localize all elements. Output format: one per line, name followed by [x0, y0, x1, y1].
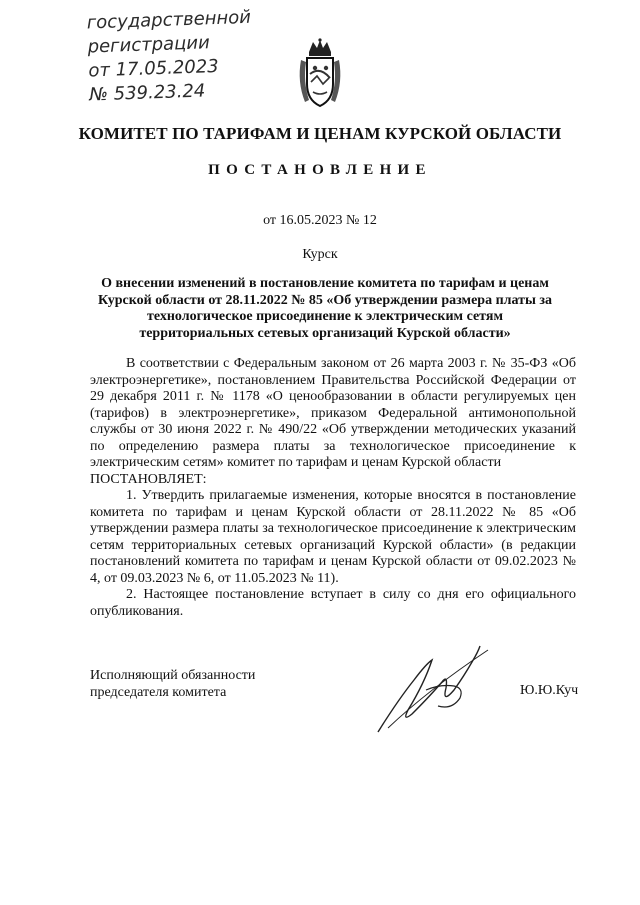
handwritten-signature-icon [368, 640, 508, 740]
document-subject: О внесении изменений в постановление комитета по тарифам и ценам Курской области от 28.11.2022 № 85 «Об утверждении размера платы за технологическое присоединение к электрическим сетям территориальных сетевых организаций Курской области» [97, 276, 553, 341]
registration-line-3: от 17.05.2023 [88, 55, 220, 82]
document-type: ПОСТАНОВЛЕНИЕ [208, 162, 432, 178]
committee-name: КОМИТЕТ ПО ТАРИФАМ И ЦЕНАМ КУРСКОЙ ОБЛАСТИ [78, 124, 562, 143]
registration-handwritten-note [86, 5, 289, 108]
resolves-line: ПОСТАНОВЛЯЕТ: [90, 471, 207, 487]
registration-line-2: регистрации [87, 32, 211, 58]
coat-of-arms-icon [295, 38, 345, 110]
registration-line-1: государственной [86, 6, 252, 34]
signatory-role-line-2: председателя комитета [90, 685, 227, 700]
item-1-paragraph: 1. Утвердить прилагаемые изменения, которые вносятся в постановление комитета по тарифам и ценам Курской области от 28.11.2022 № 85 «Об утверждении размера платы за технологическое присоединение к электрическим сетям территориальных сетевых организаций Курской области» (в редакции постановлений комитета по тарифам и ценам Курской области от 09.02.2023 № 4, от 09.03.2023 № 6, от 11.05.2023 № 11). [90, 488, 576, 586]
document-date-number: от 16.05.2023 № 12 [263, 213, 377, 228]
document-body [90, 356, 576, 620]
item-2-paragraph: 2. Настоящее постановление вступает в силу со дня его официального опубликования. [90, 587, 576, 619]
signatory-role [90, 667, 255, 701]
signatory-name: Ю.Ю.Куч [520, 683, 579, 698]
signatory-role-line-1: Исполняющий обязанности [90, 668, 256, 683]
preamble-paragraph: В соответствии с Федеральным законом от 26 марта 2003 г. № 35-ФЗ «Об электроэнергетике», постановлением Правительства Российской Федерации от 29 декабря 2011 г. № 1178 «О ценообразовании в области регулируемых цен (тарифов) в электроэнергетике», приказом Федеральной антимонопольной службы от 30 июня 2022 г. № 490/22 «Об утверждении методических указаний по определению размера платы за технологическое присоединение к электрическим сетям» комитет по тарифам и ценам Курской области [90, 356, 576, 470]
document-city: Курск [302, 247, 338, 262]
registration-line-4: № 539.23.24 [88, 80, 206, 106]
